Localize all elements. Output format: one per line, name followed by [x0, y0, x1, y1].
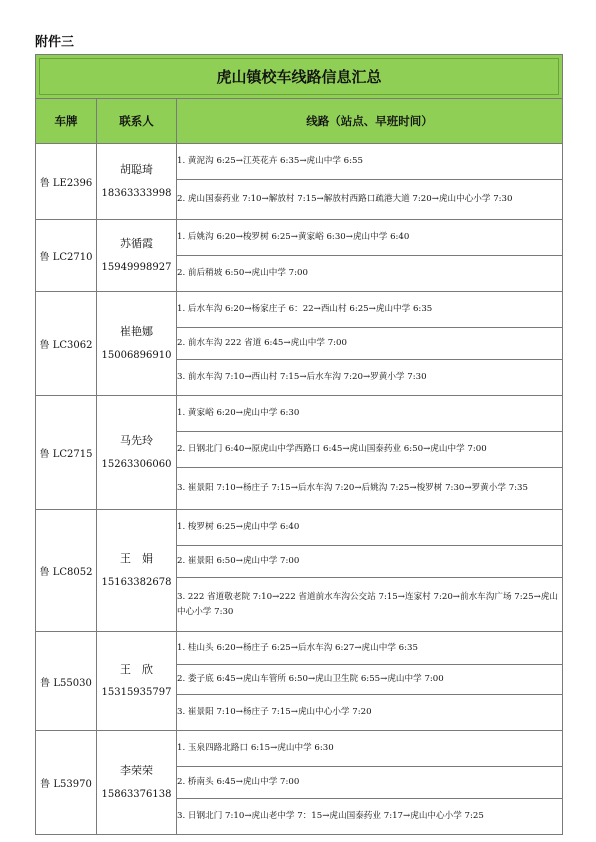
- plate-cell: 鲁 LC8052: [36, 510, 97, 632]
- contact-cell: [97, 292, 177, 396]
- contact-phone: 15263306060: [101, 458, 172, 470]
- plate-cell: 鲁 LC2710: [36, 220, 97, 292]
- contact-cell: [97, 396, 177, 510]
- contact-name: 王 欣: [120, 662, 153, 676]
- plate-cell: 鲁 LC3062: [36, 292, 97, 396]
- route-cell: 3. 崔景阳 7:10→杨庄子 7:15→后水车沟 7:20→后姚沟 7:25→梭罗树 7:30→罗黄小学 7:35: [177, 468, 563, 510]
- table-title-row: [36, 55, 563, 99]
- route-cell: 3. 前水车沟 7:10→西山村 7:15→后水车沟 7:20→罗黄小学 7:30: [177, 360, 563, 396]
- route-cell: 3. 222 省道敬老院 7:10→222 省道前水车沟公交站 7:15→连家村 7:20→前水车沟广场 7:25→虎山中心小学 7:30: [177, 578, 563, 632]
- contact-name: 苏循霞: [120, 237, 153, 251]
- route-cell: 2. 前后稍坡 6:50→虎山中学 7:00: [177, 256, 563, 292]
- contact-cell: [97, 731, 177, 835]
- contact-phone: 15863376138: [101, 788, 172, 800]
- contact-name: 崔艳娜: [120, 325, 153, 339]
- contact-phone: 15949998927: [101, 261, 172, 273]
- route-cell: 2. 虎山国泰药业 7:10→解放村 7:15→解放村西路口疏港大道 7:20→虎山中心小学 7:30: [177, 180, 563, 220]
- table-row: [36, 396, 563, 432]
- table-row: [36, 731, 563, 767]
- contact-name: 马先玲: [120, 434, 153, 448]
- plate-cell: 鲁 LC2715: [36, 396, 97, 510]
- plate-cell: 鲁 LE2396: [36, 144, 97, 220]
- contact-cell: [97, 144, 177, 220]
- contact-phone: 15163382678: [101, 576, 172, 588]
- plate-cell: 鲁 L53970: [36, 731, 97, 835]
- contact-cell: [97, 510, 177, 632]
- route-cell: 1. 桂山头 6:20→杨庄子 6:25→后水车沟 6:27→虎山中学 6:35: [177, 632, 563, 665]
- header-contact: 联系人: [97, 99, 177, 144]
- table-row: [36, 292, 563, 328]
- route-cell: 1. 玉泉四路北路口 6:15→虎山中学 6:30: [177, 731, 563, 767]
- route-cell: 2. 前水车沟 222 省道 6:45→虎山中学 7:00: [177, 328, 563, 360]
- contact-phone: 18363333998: [101, 187, 172, 199]
- contact-phone: 15315935797: [101, 687, 172, 699]
- route-cell: 1. 黄泥沟 6:25→江英花卉 6:35→虎山中学 6:55: [177, 144, 563, 180]
- route-cell: 2. 娄子底 6:45→虎山车管所 6:50→虎山卫生院 6:55→虎山中学 7:00: [177, 665, 563, 695]
- route-cell: 3. 崔景阳 7:10→杨庄子 7:15→虎山中心小学 7:20: [177, 695, 563, 731]
- table-row: [36, 510, 563, 546]
- table-title: 虎山镇校车线路信息汇总: [216, 68, 382, 86]
- route-cell: 1. 梭罗树 6:25→虎山中学 6:40: [177, 510, 563, 546]
- contact-name: 李荣荣: [120, 764, 153, 778]
- route-cell: 1. 后水车沟 6:20→杨家庄子 6：22→西山村 6:25→虎山中学 6:35: [177, 292, 563, 328]
- contact-phone: 15006896910: [101, 349, 172, 361]
- header-route: 线路（站点、早班时间）: [177, 99, 563, 144]
- route-cell: 3. 日钢北门 7:10→虎山老中学 7：15→虎山国泰药业 7:17→虎山中心小学 7:25: [177, 799, 563, 835]
- contact-cell: [97, 632, 177, 731]
- contact-cell: [97, 220, 177, 292]
- header-plate: 车牌: [36, 99, 97, 144]
- attachment-label: 附件三: [35, 35, 75, 50]
- route-cell: 1. 后姚沟 6:20→梭罗树 6:25→黄家峪 6:30→虎山中学 6:40: [177, 220, 563, 256]
- route-summary-table: [35, 54, 563, 835]
- table-row: [36, 220, 563, 256]
- contact-name: 王 娟: [120, 552, 153, 566]
- route-cell: 2. 崔景阳 6:50→虎山中学 7:00: [177, 546, 563, 578]
- plate-cell: 鲁 L55030: [36, 632, 97, 731]
- route-cell: 1. 黄家峪 6:20→虎山中学 6:30: [177, 396, 563, 432]
- table-row: [36, 144, 563, 180]
- table-header-row: [36, 99, 563, 144]
- route-cell: 2. 桥南头 6:45→虎山中学 7:00: [177, 767, 563, 799]
- table-row: [36, 632, 563, 665]
- route-cell: 2. 日钢北门 6:40→原虎山中学西路口 6:45→虎山国泰药业 6:50→虎山中学 7:00: [177, 432, 563, 468]
- contact-name: 胡聪琦: [120, 163, 153, 177]
